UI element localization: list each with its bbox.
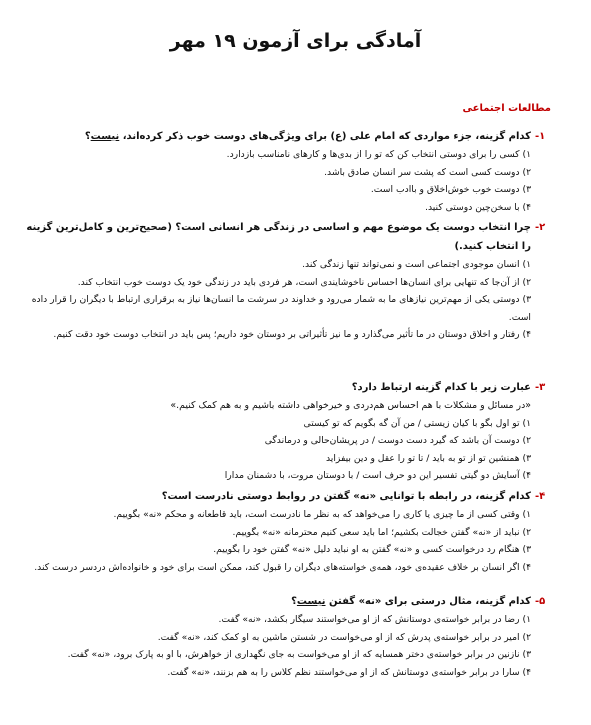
options-list xyxy=(21,506,561,576)
question-number: ۴- xyxy=(535,491,546,502)
question-text: ۱- کدام گزینه، جزء مواردی که امام علی (ع) برای ویژگی‌های دوست خوب ذکر کرده‌اند، نیست؟ xyxy=(21,127,561,146)
question-text: ۲- چرا انتخاب دوست یک موضوع مهم و اساسی در زندگی هر انسانی است؟ (صحیح‌ترین و کامل‌ترین گزینه را انتخاب کنید.) xyxy=(21,218,561,256)
question-1 xyxy=(21,127,561,216)
options-list xyxy=(21,611,561,681)
question-text: ۵- کدام گزینه، مثال درستی برای «نه» گفتن نیست؟ xyxy=(21,592,561,611)
option: ۱) انسان موجودی اجتماعی است و نمی‌تواند تنها زندگی کند. xyxy=(302,259,531,270)
emphasis: نیست xyxy=(90,131,120,142)
question-number: ۵- xyxy=(535,596,546,607)
option: ۳) نازنین در برابر خواسته‌ی دختر همسایه که از او می‌خواست به جای نگهداری از خواهرش، با او به پارک برود، «نه» گفت. xyxy=(67,649,531,660)
question-2 xyxy=(21,218,561,344)
question-number: ۲- xyxy=(535,222,546,233)
page-title: آمادگی برای آزمون ۱۹ مهر xyxy=(169,30,422,52)
question-number: ۱- xyxy=(535,131,546,142)
option: ۲) دوست آن باشد که گیرد دست دوست / در پریشان‌حالی و درماندگی xyxy=(264,435,531,446)
question-number: ۳- xyxy=(535,382,546,393)
section-heading: مطالعات اجتماعی xyxy=(462,103,551,114)
option: ۱) رضا در برابر خواسته‌ی دوستانش که از او می‌خواستند سیگار بکشد، «نه» گفت. xyxy=(218,614,531,625)
option: ۲) از آن‌جا که تنهایی برای انسان‌ها احساس ناخوشایندی است، هر فردی باید در زندگی خود یک دوست خوب انتخاب کند. xyxy=(77,276,531,288)
question-4 xyxy=(21,487,561,576)
question-3 xyxy=(21,378,561,485)
quoted-statement: «در مسائل و مشکلات با هم احساس هم‌دردی و خیرخواهی داشته باشیم و به هم کمک کنیم.» xyxy=(170,400,531,411)
option: ۴) سارا در برابر خواسته‌ی دوستانش که از او می‌خواستند نظم کلاس را به هم بزنند، «نه» گفت. xyxy=(167,666,531,678)
option: ۳) دوستی یکی از مهم‌ترین نیازهای ما به شمار می‌رود و خداوند در سرشت ما انسان‌ها نیاز به برقراری ارتباط با دیگران را قرار داده است. xyxy=(31,294,531,323)
options-list xyxy=(21,415,561,485)
option: ۴) آسایش دو گیتی تفسیر این دو حرف است / با دوستان مروت، با دشمنان مدارا xyxy=(224,470,531,481)
option: ۴) اگر انسان بر خلاف عقیده‌ی خود، همه‌ی خواسته‌های دیگران را قبول کند، ممکن است برای خود و خانواده‌اش دردسر درست کند. xyxy=(34,561,531,573)
option: ۱) کسی را برای دوستی انتخاب کن که تو را از بدی‌ها و کارهای نامناسب بازدارد. xyxy=(226,149,531,160)
option: ۳) هنگام رد درخواست کسی و «نه» گفتن به او نباید دلیل «نه» گفتن خود را بگوییم. xyxy=(213,544,531,555)
option: ۲) نباید از «نه» گفتن خجالت بکشیم؛ اما باید سعی کنیم محترمانه «نه» بگوییم. xyxy=(232,526,531,538)
option: ۱) تو اول بگو با کیان زیستی / من آن گه بگویم که تو کیستی xyxy=(303,417,531,429)
option: ۴) رفتار و اخلاق دوستان در ما تأثیر می‌گذارد و ما نیز تأثیراتی بر دوستان خود داریم؛ پس باید در انتخاب دوست خود دقت کنیم. xyxy=(53,329,531,340)
option: ۴) با سخن‌چین دوستی کنید. xyxy=(425,201,531,213)
question-text: ۳- عبارت زیر با کدام گزینه ارتباط دارد؟ xyxy=(21,378,561,397)
options-list xyxy=(21,146,561,216)
option: ۲) امیر در برابر خواسته‌ی پدرش که از او می‌خواست در شستن ماشین به او کمک کند، «نه» گفت. xyxy=(157,631,531,643)
option: ۱) وقتی کسی از ما چیزی یا کاری را می‌خواهد که به نظر ما نادرست است، باید قاطعانه و محکم «نه» بگوییم. xyxy=(113,509,531,520)
options-list xyxy=(21,256,561,344)
option: ۳) همنشین تو از تو به باید / تا تو را عقل و دین بیفزاید xyxy=(325,452,531,464)
option: ۲) دوست کسی است که پشت سر انسان صادق باشد. xyxy=(324,166,531,178)
option: ۳) دوست خوب خوش‌اخلاق و باادب است. xyxy=(370,184,531,195)
question-5 xyxy=(21,592,561,681)
question-text: ۴- کدام گزینه، در رابطه با توانایی «نه» گفتن در روابط دوستی نادرست است؟ xyxy=(21,487,561,506)
emphasis: نیست xyxy=(296,596,326,607)
